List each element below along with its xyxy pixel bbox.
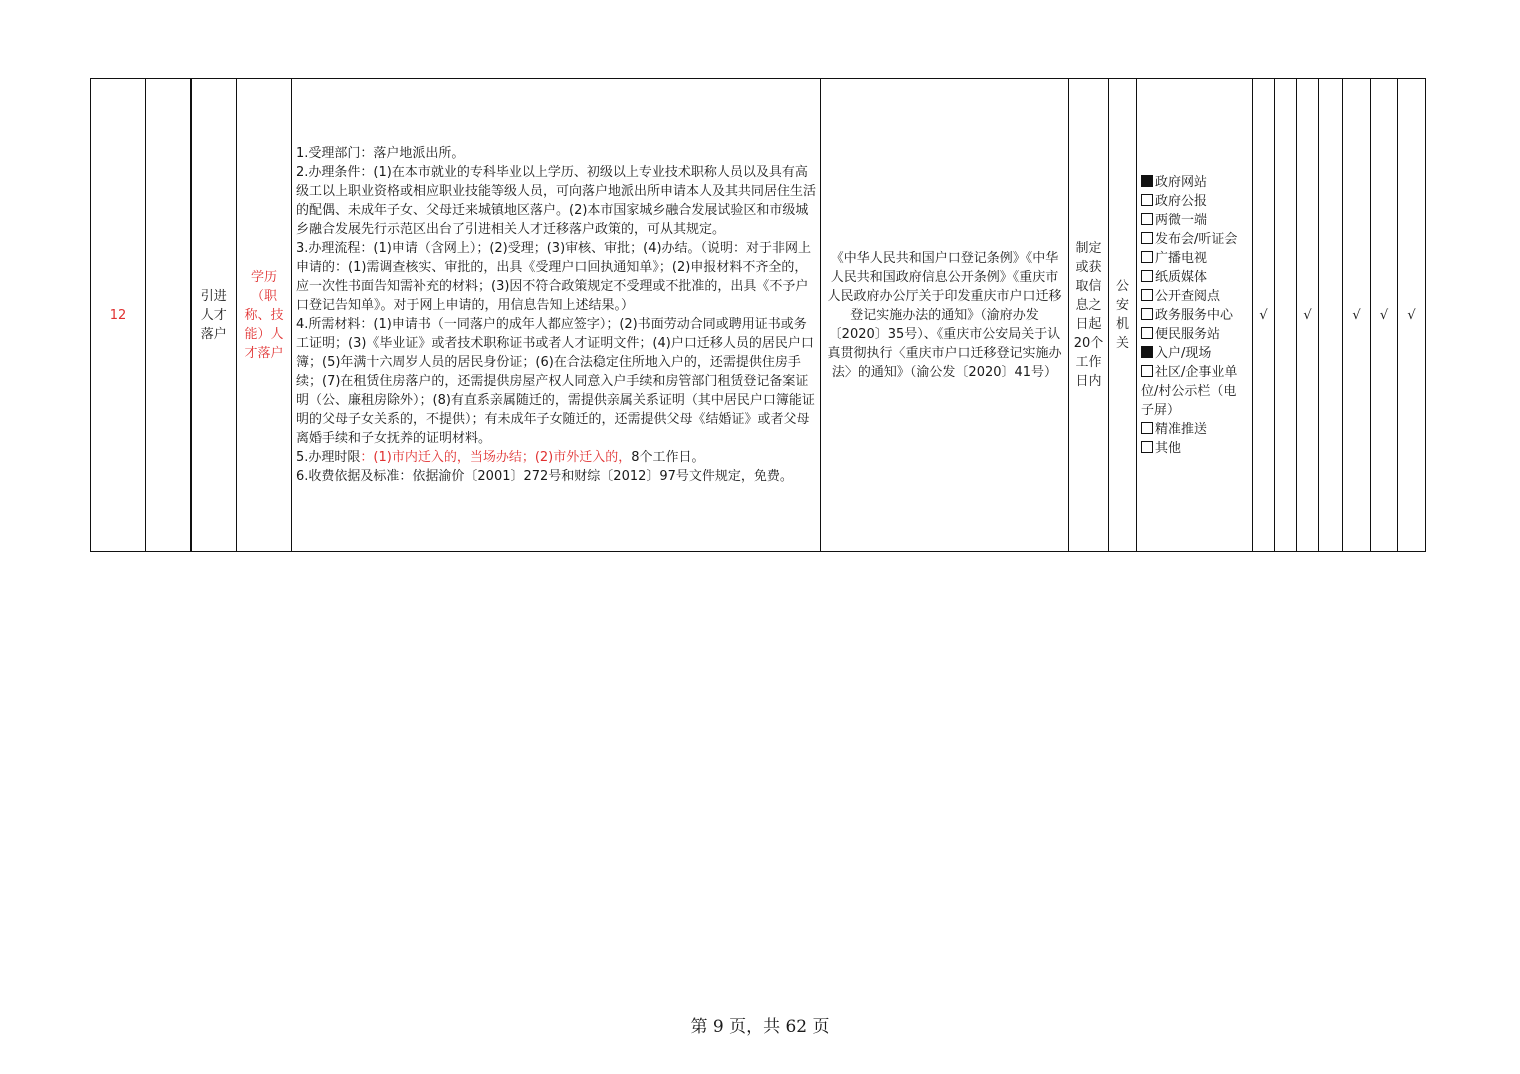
- channel-item: [1141, 287, 1248, 306]
- sub-item-cell: 学历（职称、技能）人才落户: [237, 79, 292, 552]
- channel-item: [1141, 173, 1248, 192]
- content-line: 6.收费依据及标准：依据渝价〔2001〕272号和财综〔2012〕97号文件规定，免费。: [296, 469, 793, 484]
- channel-label: 广播电视: [1155, 250, 1208, 266]
- channel-list: [1141, 173, 1248, 458]
- channel-label: 公开查阅点: [1155, 288, 1221, 304]
- disclosure-table: [90, 78, 1426, 552]
- channel-item: [1141, 420, 1248, 439]
- content-cell: [292, 79, 821, 552]
- check-cell: √: [1297, 79, 1319, 552]
- content-line: [296, 448, 816, 467]
- channel-label: 社区/企事业单位/村公示栏（电子屏）: [1141, 364, 1238, 418]
- row-number: 12: [91, 79, 146, 552]
- content-line: 2.办理条件：(1)在本市就业的专科毕业以上学历、初级以上专业技术职称人员以及具有高级工以上职业资格或相应职业技能等级人员，可向落户地派出所申请本人及其共同居住生活的配偶、未成年子女、父母迁来城镇地区落户。(2)本市国家城乡融合发展试验区和市级城乡融合发展先行示范区出台了引进相关人才迁移落户政策的，可从其规定。: [296, 165, 817, 237]
- unchecked-box-icon: [1141, 308, 1153, 320]
- channel-label: 政府网站: [1155, 174, 1208, 190]
- content-line-highlight: ：(1)市内迁入的，当场办结；(2)市外迁入的，: [360, 450, 632, 465]
- check-cell: √: [1253, 79, 1275, 552]
- unchecked-box-icon: [1141, 251, 1153, 263]
- item-name-cell: 引进人才落户: [191, 79, 237, 552]
- content-line: 4.所需材料：(1)申请书（一同落户的成年人都应签字）；(2)书面劳动合同或聘用证书或务工证明；(3)《毕业证》或者技术职称证书或者人才证明文件；(4)户口迁移人员的居民户口簿；(5)年满十六周岁人员的居民身份证；(6)在合法稳定住所地入户的，还需提供住房手续；(7)在租赁住房落户的，还需提供房屋产权人同意入户手续和房管部门租赁登记备案证明（公、廉租房除外）；(8)有直系亲属随迁的，需提供亲属关系证明（其中居民户口簿能证明的父母子女关系的，不提供）；有未成年子女随迁的，还需提供父母《结婚证》或者父母离婚手续和子女抚养的证明材料。: [296, 317, 815, 446]
- legal-basis-cell: 《中华人民共和国户口登记条例》《中华人民共和国政府信息公开条例》《重庆市人民政府办公厅关于印发重庆市户口迁移登记实施办法的通知》（渝府办发〔2020〕35号）、《重庆市公安局关于认真贯彻执行〈重庆市户口迁移登记实施办法〉的通知》（渝公发〔2020〕41号）: [821, 79, 1069, 552]
- content-line-prefix: 5.办理时限: [296, 450, 361, 465]
- content-line: 3.办理流程：(1)申请（含网上）；(2)受理；(3)审核、审批；(4)办结。（说明：对于非网上申请的：(1)需调查核实、审批的，出具《受理户口回执通知单》；(2)申报材料不齐全的，应一次性书面告知需补充的材料；(3)因不符合政策规定不受理或不批准的，出具《不予户口登记告知单》。对于网上申请的，用信息告知上述结果。）: [296, 241, 812, 313]
- content-line-suffix: 8个工作日。: [631, 450, 705, 465]
- checked-box-icon: [1141, 346, 1153, 358]
- time-limit-cell: 制定或获取信息之日起20个工作日内: [1069, 79, 1109, 552]
- unchecked-box-icon: [1141, 327, 1153, 339]
- channel-label: 两微一端: [1155, 212, 1208, 228]
- channel-item: [1141, 363, 1248, 420]
- channel-label: 发布会/听证会: [1155, 231, 1238, 247]
- check-cell: [1275, 79, 1297, 552]
- channel-label: 政务服务中心: [1155, 307, 1234, 323]
- check-cell: √: [1398, 79, 1426, 552]
- blank-cell: [146, 79, 191, 552]
- channel-item: [1141, 439, 1248, 458]
- channel-label: 便民服务站: [1155, 326, 1221, 342]
- agency-cell: 公安机关: [1109, 79, 1137, 552]
- unchecked-box-icon: [1141, 232, 1153, 244]
- channel-label: 入户/现场: [1155, 345, 1212, 361]
- page-footer: 第 9 页，共 62 页: [690, 1017, 830, 1037]
- channel-item: [1141, 211, 1248, 230]
- channel-label: 纸质媒体: [1155, 269, 1208, 285]
- check-cell: √: [1343, 79, 1371, 552]
- channel-label: 其他: [1155, 440, 1182, 456]
- table-row: [91, 79, 1426, 552]
- unchecked-box-icon: [1141, 194, 1153, 206]
- unchecked-box-icon: [1141, 422, 1153, 434]
- check-cell: √: [1371, 79, 1398, 552]
- checked-box-icon: [1141, 175, 1153, 187]
- channels-cell: [1137, 79, 1253, 552]
- unchecked-box-icon: [1141, 365, 1153, 377]
- channel-item: [1141, 230, 1248, 249]
- channel-item: [1141, 268, 1248, 287]
- channel-item: [1141, 306, 1248, 325]
- content-line: 1.受理部门：落户地派出所。: [296, 146, 465, 161]
- channel-item: [1141, 249, 1248, 268]
- channel-label: 精准推送: [1155, 421, 1208, 437]
- channel-item: [1141, 344, 1248, 363]
- unchecked-box-icon: [1141, 213, 1153, 225]
- channel-item: [1141, 325, 1248, 344]
- unchecked-box-icon: [1141, 289, 1153, 301]
- unchecked-box-icon: [1141, 270, 1153, 282]
- unchecked-box-icon: [1141, 441, 1153, 453]
- channel-label: 政府公报: [1155, 193, 1208, 209]
- channel-item: [1141, 192, 1248, 211]
- check-cell: [1319, 79, 1343, 552]
